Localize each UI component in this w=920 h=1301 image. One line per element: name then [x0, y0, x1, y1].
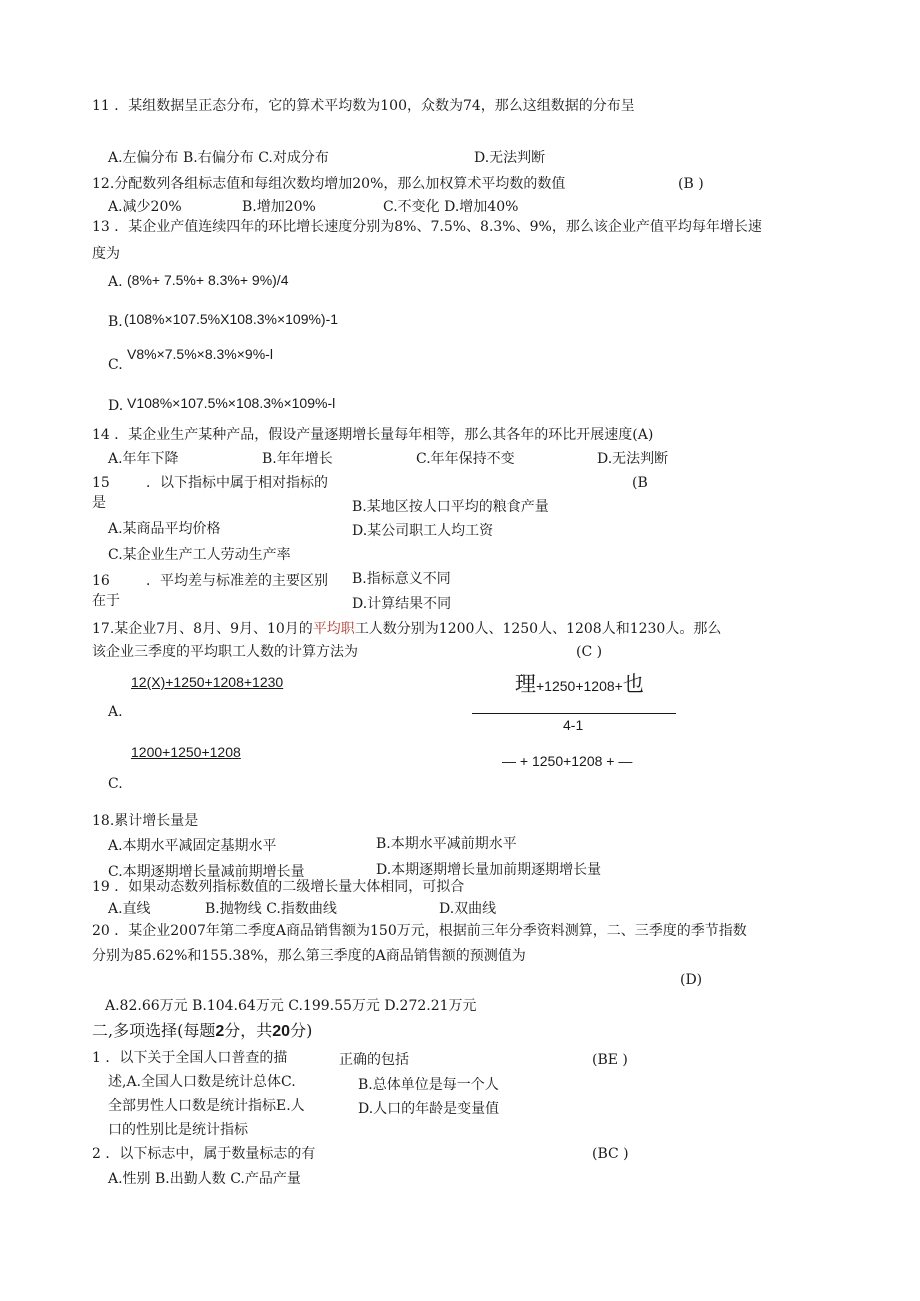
q17-option-b-right: 也: [622, 672, 644, 696]
q18-option-c: C.本期逐期增长量减前期增长量: [108, 864, 305, 880]
q15-option-c: C.某企业生产工人劳动生产率: [108, 547, 291, 563]
q19-option-a: A.直线: [108, 901, 151, 917]
q15-stem: ．以下指标中属于相对指标的: [146, 475, 328, 491]
q14-option-d: D.无法判断: [597, 451, 669, 467]
q20-answer: (D): [680, 972, 703, 988]
q13-option-d-label: D.: [108, 398, 124, 414]
q19-option-bc: B.抛物线 C.指数曲线: [205, 901, 337, 917]
m1-option-d: D.人口的年龄是变量值: [358, 1101, 500, 1117]
q14-option-c: C.年年保持不变: [416, 451, 515, 467]
q16-stem-cont: 在于: [92, 593, 120, 609]
q17-option-d-formula: — + 1250+1208 + —: [502, 753, 633, 769]
q12-stem: 12.分配数列各组标志值和每组次数均增加20%，那么加权算术平均数的数值: [92, 176, 566, 192]
q20-stem-line1: 20 ．某企业2007年第二季度A商品销售额为150万元，根据前三年分季资料测算，二、三季度的季节指数: [92, 923, 747, 939]
q17-stem-highlight: 平均职: [312, 621, 355, 637]
q18-option-a: A.本期水平减固定基期水平: [108, 838, 277, 854]
q13-option-c: V8%×7.5%×8.3%×9%-l: [127, 346, 273, 362]
q17-option-b-numerator: [515, 671, 644, 699]
q17-stem-line1: [92, 620, 721, 638]
q16-stem: ．平均差与标准差的主要区别: [146, 573, 328, 589]
q14-option-b: B.年年增长: [262, 451, 333, 467]
q12-answer: (B ): [678, 176, 704, 192]
q17-stem-line2: 该企业三季度的平均职工人数的计算方法为: [92, 644, 358, 660]
q17-option-b-denominator: 4-1: [563, 717, 584, 733]
q17-option-b-left: 理: [515, 672, 536, 696]
q17-option-b-fraction-bar: [472, 713, 676, 714]
q11-stem: 11 ．某组数据呈正态分布，它的算术平均数为100，众数为74，那么这组数据的分布呈: [92, 98, 635, 114]
q19-stem: 19 ．如果动态数列指标数值的二级增长量大体相同，可拟合: [92, 879, 465, 895]
q16-option-d: D.计算结果不同: [352, 596, 452, 612]
q19-option-d: D.双曲线: [439, 901, 497, 917]
q16-option-b: B.指标意义不同: [352, 571, 451, 587]
q13-option-c-label: C.: [108, 357, 123, 373]
section-2-points-total: 20: [272, 1023, 291, 1040]
q13-option-a: (8%+ 7.5%+ 8.3%+ 9%)/4: [127, 272, 289, 288]
q12-option-cd: C.不变化 D.增加40%: [383, 199, 519, 215]
m1-line4: 口的性别比是统计指标: [108, 1122, 248, 1138]
q13-option-b: (108%×107.5%X108.3%×109%)-1: [124, 311, 339, 327]
section-2-heading: [92, 1021, 312, 1042]
m2-options: A.性别 B.出勤人数 C.产品产量: [108, 1171, 301, 1187]
q18-stem: 18.累计增长量是: [92, 813, 199, 829]
m2-stem: 2 ．以下标志中，属于数量标志的有: [92, 1146, 316, 1162]
q13-stem-line2: 度为: [92, 246, 120, 262]
m2-answer: (BC ): [592, 1146, 629, 1162]
q15-option-d: D.某公司职工人均工资: [352, 523, 494, 539]
q14-option-a: A.年年下降: [108, 451, 179, 467]
q20-stem-line2: 分别为85.62%和155.38%，那么第三季度的A商品销售额的预测值为: [92, 948, 526, 964]
q17-option-a-label: A.: [108, 704, 123, 720]
q11-options: A.左偏分布 B.右偏分布 C.对成分布: [108, 150, 329, 166]
section-2-heading-mid: 分，共: [224, 1021, 273, 1040]
q18-option-d: D.本期逐期增长量加前期逐期增长量: [376, 862, 602, 878]
q15-option-b: B.某地区按人口平均的粮食产量: [352, 499, 549, 515]
q16-number: 16: [92, 573, 110, 589]
q13-option-d: V108%×107.5%×108.3%×109%-l: [127, 395, 336, 411]
section-2-heading-post: 分): [290, 1021, 313, 1040]
q15-answer: (B: [632, 475, 648, 491]
q18-option-b: B.本期水平减前期水平: [376, 836, 517, 852]
q11-option-d: D.无法判断: [474, 150, 546, 166]
m1-line3: 全部男性人口数是统计指标E.人: [108, 1098, 305, 1114]
q13-option-b-label: B.: [108, 314, 123, 330]
m1-answer: (BE ): [592, 1052, 628, 1068]
m1-line1-right: 正确的包括: [339, 1052, 409, 1068]
m1-line1: 1 ．以下关于全国人口普查的描: [92, 1050, 288, 1066]
m1-option-b: B.总体单位是每一个人: [358, 1077, 499, 1093]
q12-option-a: A.减少20%: [108, 199, 182, 215]
q17-stem-pre: 17.某企业7月、8月、9月、10月的: [92, 621, 313, 637]
q15-stem-cont: 是: [92, 495, 106, 511]
q20-options: A.82.66万元 B.104.64万元 C.199.55万元 D.272.21万元: [105, 998, 477, 1014]
q17-option-c-label: C.: [108, 776, 123, 792]
q15-option-a: A.某商品平均价格: [108, 521, 221, 537]
q17-stem-post: 工人数分别为1200人、1250人、1208人和1230人。那么: [354, 621, 722, 637]
q15-number: 15: [92, 475, 110, 491]
q17-answer: (C ): [576, 644, 603, 660]
m1-line2: 述,A.全国人口数是统计总体C.: [108, 1074, 296, 1090]
q17-option-a-formula: 12(X)+1250+1208+1230: [131, 674, 284, 690]
q17-option-c-formula: 1200+1250+1208: [131, 744, 241, 760]
q13-option-a-label: A.: [108, 274, 123, 290]
q17-option-b-mid: +1250+1208+: [536, 678, 623, 694]
section-2-heading-pre: 二,多项选择(每题: [92, 1021, 216, 1040]
section-2-points-each: 2: [215, 1023, 225, 1040]
q13-stem-line1: 13 ．某企业产值连续四年的环比增长速度分别为8%、7.5%、8.3%、9%，那么该企业产值平均每年增长速: [92, 219, 762, 235]
q12-option-b: B.增加20%: [242, 199, 316, 215]
q14-stem: 14 ．某企业生产某种产品，假设产量逐期增长量每年相等，那么其各年的环比开展速度(A): [92, 427, 654, 443]
